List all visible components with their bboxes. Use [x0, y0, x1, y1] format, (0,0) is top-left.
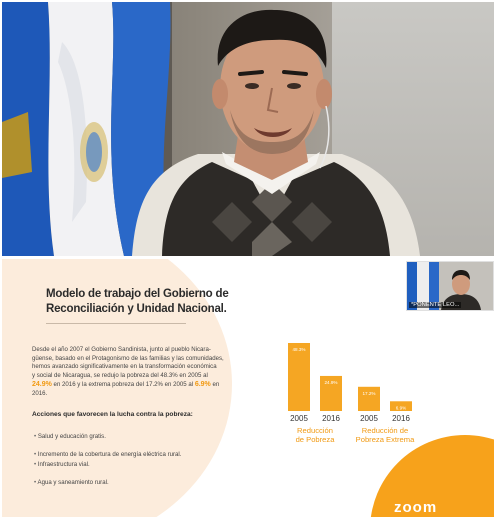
chart-data-label: 6.9% [395, 405, 407, 411]
title-divider [46, 323, 186, 324]
paragraph-line: y social de Nicaragua, se redujo la pobreza del 48.3% en 2005 al [32, 372, 208, 380]
list-item: • Infraestructura vial. [34, 461, 90, 468]
slide-title [46, 287, 246, 317]
chart-data-label: 17.2% [362, 390, 376, 396]
chart-tick-label: 2005 [360, 414, 378, 423]
chart-bar [288, 343, 310, 411]
poverty-bar-chart [278, 333, 438, 463]
chart-group-label: de Pobreza [295, 435, 335, 444]
list-item: • Salud y educación gratis. [34, 433, 106, 440]
paragraph-line: 2016. [32, 389, 48, 397]
chart-group-label: Pobreza Extrema [355, 435, 415, 444]
paragraph-text: en [210, 380, 220, 388]
paragraph-line: güense, basado en el Protagonismo de las familias y las comunidades, [32, 354, 224, 362]
paragraph-text: en 2016 y la extrema pobreza del 17.2% en 2005 al [51, 380, 195, 388]
highlight-value: 24.9% [32, 380, 52, 388]
chart-tick-label: 2005 [290, 414, 308, 423]
paragraph-line: Desde el año 2007 el Gobierno Sandinista, junto al pueblo Nicara- [32, 346, 211, 353]
chart-data-label: 24.9% [324, 379, 338, 385]
chart-group-label: Reducción [297, 426, 333, 435]
list-item: • Incremento de la cobertura de energía eléctrica rural. [34, 451, 181, 458]
zoom-watermark: zoom [394, 499, 438, 516]
actions-heading: Acciones que favorecen la lucha contra la pobreza: [32, 411, 193, 418]
slide-paragraph [32, 346, 282, 398]
speaker-person [102, 2, 442, 256]
speaker-video-feed [2, 2, 494, 256]
chart-tick-label: 2016 [322, 414, 340, 423]
slide-title-line: Modelo de trabajo del Gobierno de [46, 288, 229, 300]
chart-group-label: Reducción de [361, 426, 409, 435]
participant-name-label: *PONENTE LEO... [411, 302, 460, 308]
chart-tick-label: 2016 [392, 414, 410, 423]
paragraph-line: hemos avanzado significativamente en la transformación económica [32, 363, 217, 371]
chart-data-label: 48.3% [292, 347, 306, 352]
list-item: • Agua y saneamiento rural. [34, 479, 109, 486]
slide-title-line: Reconciliación y Unidad Nacional. [46, 303, 227, 315]
participant-video-thumbnail[interactable] [406, 261, 494, 311]
highlight-value: 6.9% [194, 380, 211, 388]
paragraph-line [32, 381, 282, 390]
